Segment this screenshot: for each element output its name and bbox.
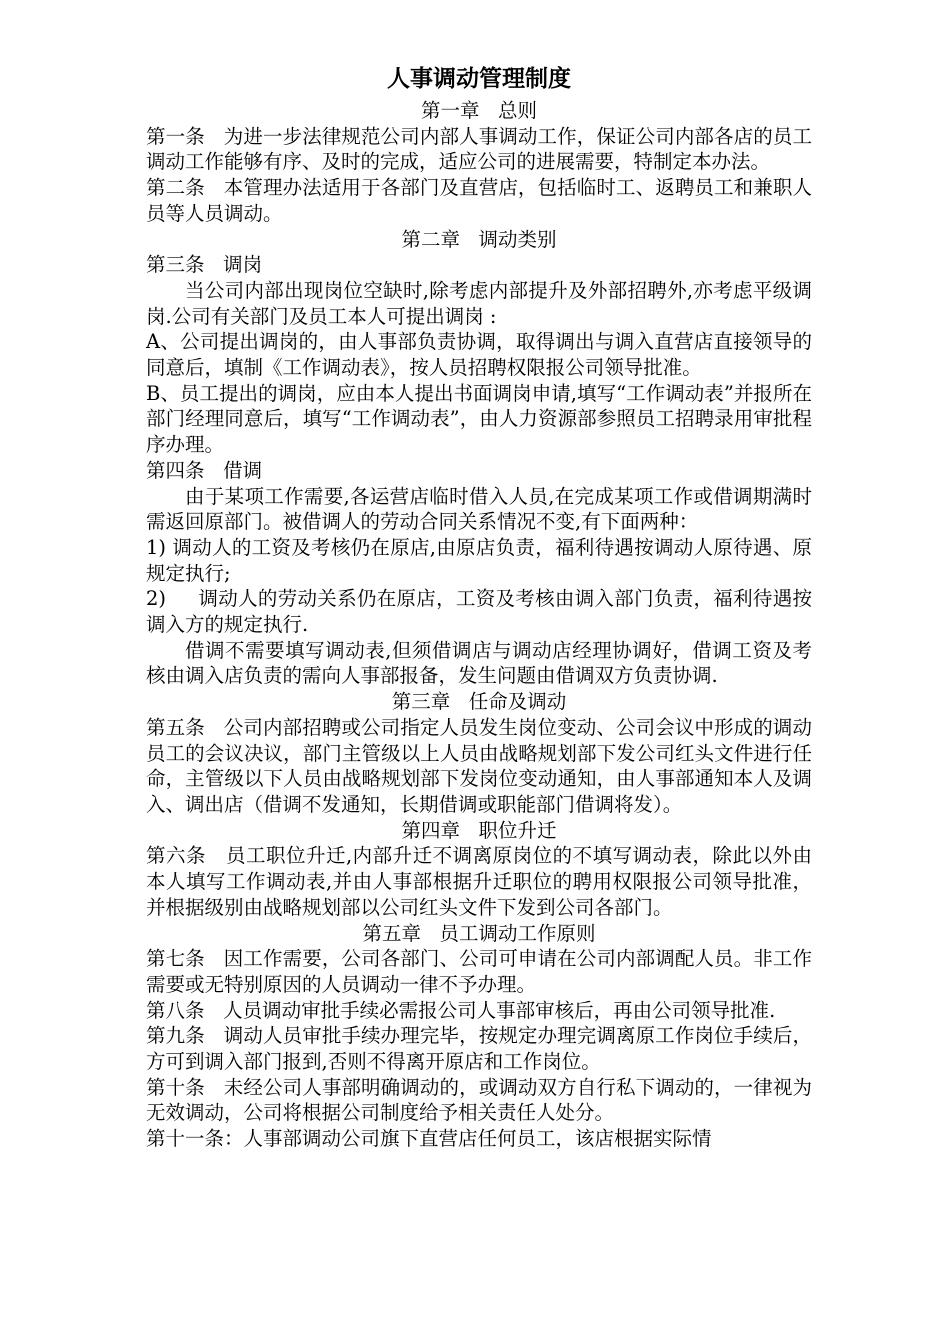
chapter-heading: 第二章 调动类别 <box>401 227 557 251</box>
article-paragraph: 2) 调动人的劳动关系仍在原店，工资及考核由调入部门负责，福利待遇按调入方的规定执行. <box>146 587 812 637</box>
article-paragraph: 第五条 公司内部招聘或公司指定人员发生岗位变动、公司会议中形成的调动员工的会议决议，部门主管级以上人员由战略规划部下发公司红头文件进行任命，主管级以下人员由战略规划部下发岗位变动通知，由人事部通知本人及调入、调出店（借调不发通知，长期借调或职能部门借调将发）。 <box>146 715 812 816</box>
article-paragraph: 第六条 员工职位升迁,内部升迁不调离原岗位的不填写调动表，除此以外由本人填写工作调动表,并由人事部根据升迁职位的聘用权限报公司领导批准，并根据级别由战略规划部以公司红头文件下发到公司各部门。 <box>146 844 812 919</box>
article-paragraph: 当公司内部出现岗位空缺时,除考虑内部提升及外部招聘外,亦考虑平级调岗.公司有关部门及员工本人可提出调岗 : <box>146 278 812 328</box>
article-paragraph: 第八条 人员调动审批手续必需报公司人事部审核后，再由公司领导批准. <box>146 998 776 1022</box>
article-paragraph: 第二条 本管理办法适用于各部门及直营店，包括临时工、返聘员工和兼职人员等人员调动。 <box>146 176 812 225</box>
document-body <box>146 98 812 1152</box>
chapter-heading: 第五章 员工调动工作原则 <box>362 921 596 945</box>
article-paragraph: 第七条 因工作需要，公司各部门、公司可申请在公司内部调配人员。非工作需要或无特别原因的人员调动一律不予办理。 <box>146 947 812 996</box>
article-paragraph: B、员工提出的调岗，应由本人提出书面调岗申请,填写“工作调动表”并报所在部门经理同意后，填写“工作调动表”，由人力资源部参照员工招聘录用审批程序办理。 <box>146 381 812 457</box>
article-paragraph: 由于某项工作需要,各运营店临时借入人员,在完成某项工作或借调期满时需返回原部门。被借调人的劳动合同关系情况不变,有下面两种： <box>146 484 812 534</box>
article-paragraph: 1) 调动人的工资及考核仍在原店,由原店负责，福利待遇按调动人原待遇、原规定执行; <box>146 535 812 585</box>
article-paragraph: 第十一条：人事部调动公司旗下直营店任何员工，该店根据实际情 <box>146 1127 712 1151</box>
article-paragraph: 第十条 未经公司人事部明确调动的，或调动双方自行私下调动的，一律视为无效调动，公司将根据公司制度给予相关责任人处分。 <box>146 1075 812 1125</box>
chapter-heading: 第四章 职位升迁 <box>401 818 557 842</box>
document-title: 人事调动管理制度 <box>387 66 571 92</box>
article-paragraph: 第三条 调岗 <box>146 253 263 277</box>
chapter-heading: 第一章 总则 <box>420 99 538 122</box>
article-paragraph: 借调不需要填写调动表,但须借调店与调动店经理协调好，借调工资及考核由调入店负责的需向人事部报备，发生问题由借调双方负责协调. <box>146 638 812 688</box>
article-paragraph: 第一条 为进一步法律规范公司内部人事调动工作，保证公司内部各店的员工调动工作能够有序、及时的完成，适应公司的进展需要，特制定本办法。 <box>146 124 812 174</box>
article-paragraph: 第九条 调动人员审批手续办理完毕，按规定办理完调离原工作岗位手续后，方可到调入部门报到,否则不得离开原店和工作岗位。 <box>146 1024 812 1074</box>
chapter-heading: 第三章 任命及调动 <box>391 690 567 714</box>
article-paragraph: A、公司提出调岗的，由人事部负责协调，取得调出与调入直营店直接领导的同意后，填制《工作调动表》，按人员招聘权限报公司领导批准。 <box>146 330 812 380</box>
article-paragraph: 第四条 借调 <box>146 458 263 482</box>
